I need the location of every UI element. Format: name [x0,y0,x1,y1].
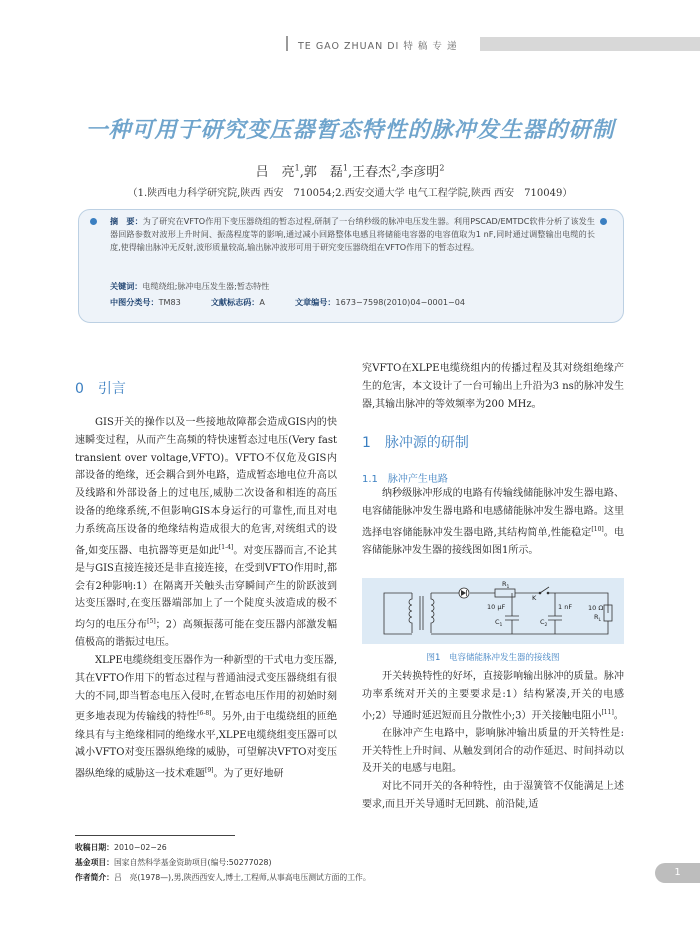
author-2: ,郭 磊 [299,165,343,180]
subsection-heading-1-1: 1.1 脉冲产生电路 [362,474,448,485]
circuit-diagram [362,578,624,644]
header-bar [480,37,700,51]
bullet-icon [90,218,97,225]
right-column-top [362,360,624,413]
figure-caption: 图1 电容储能脉冲发生器的接线图 [426,653,560,663]
diode-icon [459,588,469,598]
label-rl: $R_L$ [594,613,602,623]
label-rl-value: 10 Ω [588,604,604,612]
label-c1-value: 10 μF [487,603,506,611]
label-c1: $C_1$ [495,618,503,628]
paragraph: 在脉冲产生电路中，影响脉冲输出质量的开关特性是:开关特性上升时间、从触发到闭合的动作延迟、时间抖动以及开关的电感与电阻。 [362,727,624,775]
footnote-funding: 基金项目：国家自然科学基金资助项目(编号:50277028) [75,858,272,867]
page-number: 1 [655,863,700,883]
author-line: 吕 亮$^1$,郭 磊$^1$,王春杰$^2$,李彦明$^2$ [255,163,445,180]
header-separator [286,36,288,51]
section-heading-1: 1 脉冲源的研制 [362,435,469,451]
abstract-text: 摘 要：为了研究在VFTO作用下变压器绕组的暂态过程,研制了一台纳秒级的脉冲电压发生器。利用PSCAD/EMTDC软件分析了该发生器回路参数对波形上升时间、振荡程度等的影响,通过减小回路整体电感且将储能电容器的电容值取为1 nF,同时通过调整输出电缆的长度,使得输出脉冲无反射,波形质量较高,输出脉冲波形可用于研究变压器绕组在VFTO作用下的暂态过程。 [110,216,595,253]
left-column-body [75,414,337,783]
paragraph: 究VFTO在XLPE电缆绕组内的传播过程及其对绕组绝缘产生的危害，本文设计了一台可输出上升沿为3 ns的脉冲发生器,其输出脉冲的等效频率为200 MHz。 [362,363,624,410]
author-4: ,李彦明 [396,165,440,180]
keywords: 关键词：电缆绕组;脉冲电压发生器;暂态特性 [110,281,270,291]
label-k: K [532,594,537,602]
author-3: ,王春杰 [347,165,392,180]
label-r1: $R_1$ [502,580,510,590]
label-c2: $C_2$ [540,618,548,628]
label-c2-value: 1 nF [558,603,573,611]
section-heading-intro: 0 引言 [75,381,126,397]
bullet-icon [600,218,607,225]
running-header: TE GAO ZHUAN DI 特 稿 专 递 [298,41,458,52]
right-column-body-1 [362,485,624,560]
paragraph: GIS开关的操作以及一些接地故障都会造成GIS内的快速瞬变过程，从而产生高频的特快速暂态过电压(Very fast transient over voltage,VFTO)。VFTO不仅危及GIS内部设备的绝缘，还会耦合到外电路，造成暂态地电位升高以及线路和外部设备上的过电压,威胁二次设备和相连的高压设备的绝缘系统,不但影响GIS本身运行的可靠性,而且对电力系统高压设备的绝缘结构造成很大的危害,对统组式的设备,如变压器、电抗器等更是如此[1-4]。对变压器而言,不论其是与GIS直接连接还是非直接连接，在受到VFTO作用时,都会有2种影响:1）在隔离开关触头击穿瞬间产生的阶跃波到达变压器时,在变压器端部加上了一个陡度头波造成的极不均匀的电压分布[5]；2）高频振荡可能在变压器内部激发幅值极高的谐振过电压。 [75,417,337,649]
affiliations: （1.陕西电力科学研究院,陕西 西安 710054;2.西安交通大学 电气工程学院,陕西 西安 710049） [127,188,573,199]
paragraph: 开关转换特性的好坏，直接影响输出脉冲的质量。脉冲功率系统对开关的主要要求是:1）结构紧凑,开关的电感小;2）导通时延迟短而且分散性小;3）开关接触电阻小[11]。 [362,671,624,721]
footnote-received: 收稿日期：2010−02−26 [75,843,167,852]
right-column-body-2 [362,668,624,814]
paragraph: 对比不同开关的各种特性，由于湿簧管不仅能满足上述要求,而且开关导通时无回跳、前沿陡,适 [362,781,624,810]
footnote-rule [75,835,235,836]
paper-title: 一种可用于研究变压器暂态特性的脉冲发生器的研制 [85,118,615,143]
author-1: 吕 亮 [255,165,295,180]
paragraph: XLPE电缆绕组变压器作为一种新型的干式电力变压器,其在VFTO作用下的暂态过程与普通油浸式变压器绕组有很大的不同,即当暂态电压入侵时,在暂态电压作用的初始时刻更多地表现为传输线的特性[6-8]。另外,由于电缆绕组的匝绝缘具有与主绝缘相同的绝缘水平,XLPE电缆绕组变压器可以减小VFTO对变压器纵绝缘的威胁，可望解决VFTO对变压器纵绝缘的威胁这一技术难题[9]。为了更好地研 [75,655,338,780]
footnote-author: 作者简介：吕 亮(1978—),男,陕西西安人,博士,工程师,从事高电压测试方面的工作。 [75,873,371,882]
paragraph: 纳秒级脉冲形成的电路有传输线储能脉冲发生器电路、电容储能脉冲发生器电路和电感储能脉冲发生器电路。这里选择电容储能脉冲发生器电路,其结构简单,性能稳定[10]。电容储能脉冲发生器的接线图如图1所示。 [362,488,625,556]
classification-line: 中图分类号：TM83 文献标志码：A 文章编号：1673−7598(2010)04−0001−04 [110,297,466,307]
